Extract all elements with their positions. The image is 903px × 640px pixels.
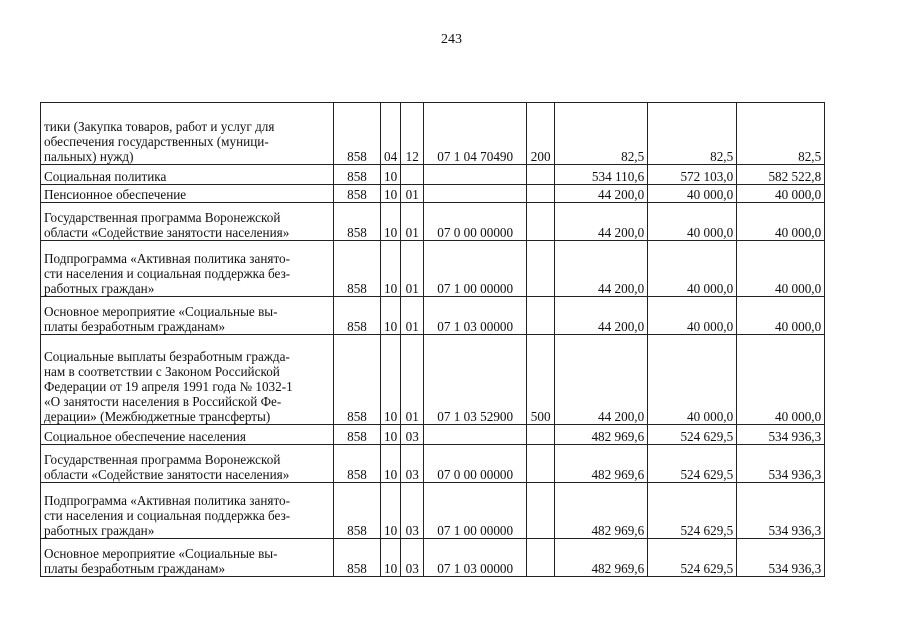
cell-department-code: 858 <box>334 203 381 241</box>
cell-expense-type-code: 200 <box>527 103 555 165</box>
cell-subsection-code: 01 <box>401 203 424 241</box>
cell-amount-year-2: 40 000,0 <box>648 185 737 203</box>
item-name-line: Подпрограмма «Активная политика занято- <box>44 493 291 508</box>
table-row <box>41 185 825 203</box>
cell-item-name <box>41 335 334 425</box>
cell-subsection-code: 03 <box>401 483 424 539</box>
cell-amount-year-3: 40 000,0 <box>737 185 825 203</box>
cell-amount-year-1: 44 200,0 <box>555 185 648 203</box>
cell-expense-type-code <box>527 165 555 185</box>
cell-expense-type-code <box>527 185 555 203</box>
cell-target-article-code: 07 0 00 00000 <box>424 445 527 483</box>
item-name-line: работных граждан» <box>44 281 155 296</box>
item-name-line: области «Содействие занятости населения» <box>44 225 290 240</box>
cell-subsection-code: 01 <box>401 185 424 203</box>
item-name-line: дерации» (Межбюджетные трансферты) <box>44 409 271 424</box>
cell-amount-year-2: 40 000,0 <box>648 241 737 297</box>
cell-subsection-code: 03 <box>401 425 424 445</box>
table-row <box>41 103 825 165</box>
cell-section-code: 10 <box>381 297 401 335</box>
budget-table <box>40 102 825 577</box>
item-name-line: сти населения и социальная поддержка без- <box>44 266 291 281</box>
cell-amount-year-1: 44 200,0 <box>555 297 648 335</box>
cell-department-code: 858 <box>334 539 381 577</box>
cell-expense-type-code <box>527 425 555 445</box>
cell-amount-year-1: 534 110,6 <box>555 165 648 185</box>
cell-amount-year-2: 82,5 <box>648 103 737 165</box>
cell-amount-year-2: 524 629,5 <box>648 539 737 577</box>
cell-section-code: 04 <box>381 103 401 165</box>
cell-amount-year-3: 534 936,3 <box>737 445 825 483</box>
cell-amount-year-2: 524 629,5 <box>648 425 737 445</box>
cell-expense-type-code: 500 <box>527 335 555 425</box>
cell-target-article-code: 07 0 00 00000 <box>424 203 527 241</box>
cell-target-article-code: 07 1 03 52900 <box>424 335 527 425</box>
cell-department-code: 858 <box>334 297 381 335</box>
cell-amount-year-1: 482 969,6 <box>555 445 648 483</box>
cell-subsection-code: 03 <box>401 539 424 577</box>
cell-item-name <box>41 539 334 577</box>
table-row <box>41 203 825 241</box>
cell-amount-year-3: 40 000,0 <box>737 335 825 425</box>
table-row <box>41 241 825 297</box>
cell-amount-year-1: 82,5 <box>555 103 648 165</box>
table-row <box>41 445 825 483</box>
cell-item-name <box>41 203 334 241</box>
cell-amount-year-2: 524 629,5 <box>648 445 737 483</box>
cell-department-code: 858 <box>334 425 381 445</box>
cell-target-article-code: 07 1 03 00000 <box>424 297 527 335</box>
cell-section-code: 10 <box>381 425 401 445</box>
cell-amount-year-3: 534 936,3 <box>737 539 825 577</box>
item-name-line: Федерации от 19 апреля 1991 года № 1032-1 <box>44 379 293 394</box>
item-name-line: работных граждан» <box>44 523 155 538</box>
cell-amount-year-2: 572 103,0 <box>648 165 737 185</box>
cell-item-name <box>41 425 334 445</box>
item-name-line: тики (Закупка товаров, работ и услуг для <box>44 119 275 134</box>
item-name-line: платы безработным гражданам» <box>44 319 226 334</box>
cell-item-name <box>41 103 334 165</box>
cell-amount-year-1: 482 969,6 <box>555 539 648 577</box>
cell-section-code: 10 <box>381 165 401 185</box>
cell-subsection-code <box>401 165 424 185</box>
cell-section-code: 10 <box>381 483 401 539</box>
item-name-line: Подпрограмма «Активная политика занято- <box>44 251 291 266</box>
item-name-line: платы безработным гражданам» <box>44 561 226 576</box>
cell-subsection-code: 12 <box>401 103 424 165</box>
cell-item-name <box>41 297 334 335</box>
cell-department-code: 858 <box>334 483 381 539</box>
table-row <box>41 483 825 539</box>
cell-department-code: 858 <box>334 241 381 297</box>
cell-item-name <box>41 185 334 203</box>
cell-amount-year-3: 582 522,8 <box>737 165 825 185</box>
cell-expense-type-code <box>527 297 555 335</box>
item-name-line: Основное мероприятие «Социальные вы- <box>44 304 278 319</box>
item-name-line: Государственная программа Воронежской <box>44 452 281 467</box>
cell-item-name <box>41 241 334 297</box>
item-name-line: Основное мероприятие «Социальные вы- <box>44 546 278 561</box>
table-row <box>41 165 825 185</box>
cell-section-code: 10 <box>381 203 401 241</box>
item-name-line: Пенсионное обеспечение <box>44 187 187 202</box>
cell-amount-year-3: 534 936,3 <box>737 483 825 539</box>
table-row <box>41 335 825 425</box>
budget-table-body <box>41 103 825 577</box>
cell-department-code: 858 <box>334 103 381 165</box>
item-name-line: сти населения и социальная поддержка без- <box>44 508 291 523</box>
cell-item-name <box>41 165 334 185</box>
cell-subsection-code: 01 <box>401 241 424 297</box>
cell-target-article-code <box>424 425 527 445</box>
cell-expense-type-code <box>527 241 555 297</box>
page-number: 243 <box>441 32 462 47</box>
cell-target-article-code <box>424 185 527 203</box>
item-name-line: Социальные выплаты безработным гражда- <box>44 349 290 364</box>
cell-subsection-code: 01 <box>401 297 424 335</box>
cell-target-article-code: 07 1 04 70490 <box>424 103 527 165</box>
table-row <box>41 539 825 577</box>
cell-section-code: 10 <box>381 185 401 203</box>
cell-amount-year-3: 82,5 <box>737 103 825 165</box>
cell-section-code: 10 <box>381 445 401 483</box>
item-name-line: Государственная программа Воронежской <box>44 210 281 225</box>
cell-target-article-code <box>424 165 527 185</box>
cell-amount-year-1: 482 969,6 <box>555 425 648 445</box>
cell-section-code: 10 <box>381 241 401 297</box>
cell-section-code: 10 <box>381 539 401 577</box>
item-name-line: «О занятости населения в Российской Фе- <box>44 394 282 409</box>
item-name-line: Социальное обеспечение населения <box>44 429 246 444</box>
cell-expense-type-code <box>527 539 555 577</box>
cell-amount-year-3: 40 000,0 <box>737 203 825 241</box>
cell-amount-year-2: 40 000,0 <box>648 297 737 335</box>
cell-amount-year-1: 44 200,0 <box>555 203 648 241</box>
cell-target-article-code: 07 1 00 00000 <box>424 483 527 539</box>
item-name-line: пальных) нужд) <box>44 149 134 164</box>
cell-expense-type-code <box>527 445 555 483</box>
cell-amount-year-3: 40 000,0 <box>737 297 825 335</box>
cell-amount-year-1: 482 969,6 <box>555 483 648 539</box>
cell-expense-type-code <box>527 203 555 241</box>
cell-target-article-code: 07 1 03 00000 <box>424 539 527 577</box>
cell-item-name <box>41 445 334 483</box>
cell-department-code: 858 <box>334 185 381 203</box>
table-row <box>41 425 825 445</box>
cell-expense-type-code <box>527 483 555 539</box>
cell-department-code: 858 <box>334 445 381 483</box>
cell-amount-year-2: 524 629,5 <box>648 483 737 539</box>
cell-subsection-code: 01 <box>401 335 424 425</box>
item-name-line: Социальная политика <box>44 169 167 184</box>
cell-amount-year-2: 40 000,0 <box>648 335 737 425</box>
cell-amount-year-1: 44 200,0 <box>555 335 648 425</box>
item-name-line: области «Содействие занятости населения» <box>44 467 290 482</box>
cell-section-code: 10 <box>381 335 401 425</box>
cell-amount-year-3: 534 936,3 <box>737 425 825 445</box>
table-row <box>41 297 825 335</box>
item-name-line: нам в соответствии с Законом Российской <box>44 364 280 379</box>
cell-amount-year-2: 40 000,0 <box>648 203 737 241</box>
cell-item-name <box>41 483 334 539</box>
cell-department-code: 858 <box>334 165 381 185</box>
cell-target-article-code: 07 1 00 00000 <box>424 241 527 297</box>
item-name-line: обеспечения государственных (муници- <box>44 134 269 149</box>
cell-department-code: 858 <box>334 335 381 425</box>
cell-subsection-code: 03 <box>401 445 424 483</box>
cell-amount-year-1: 44 200,0 <box>555 241 648 297</box>
cell-amount-year-3: 40 000,0 <box>737 241 825 297</box>
